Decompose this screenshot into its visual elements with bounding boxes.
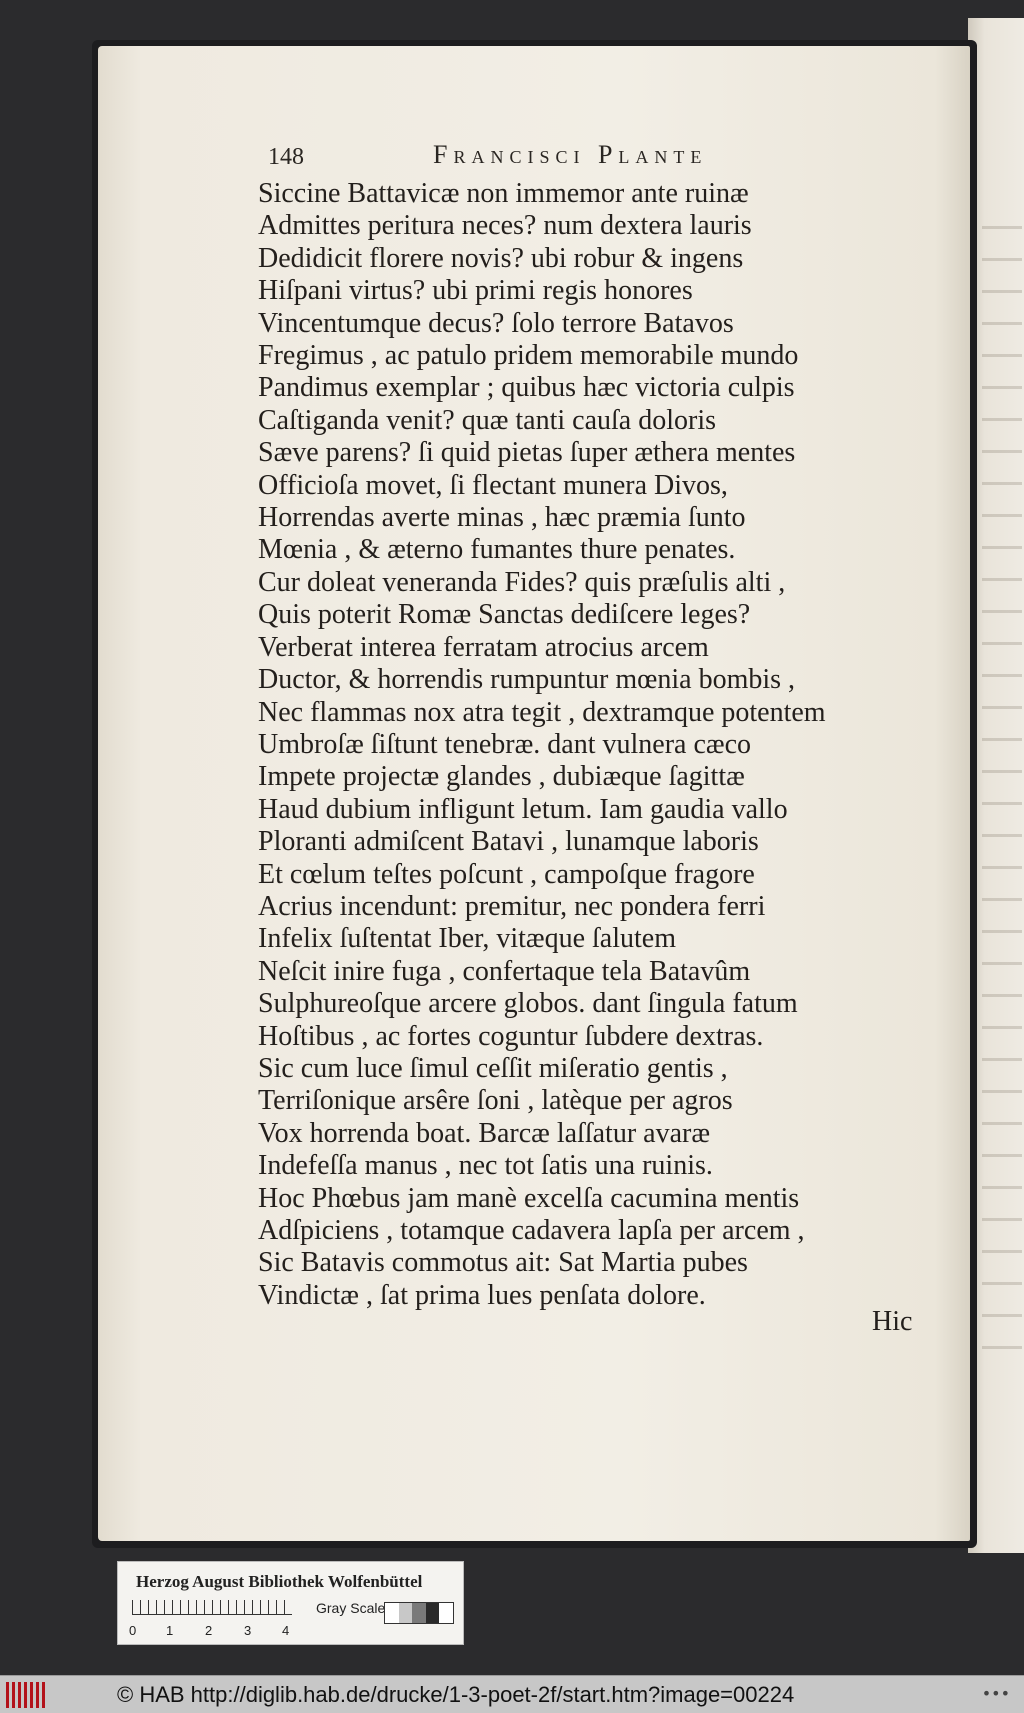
verse-line: Umbroſæ ſiſtunt tenebræ. dant vulnera cæco — [258, 728, 752, 760]
verse-line: Acrius incendunt: premitur, nec pondera ferri — [258, 890, 766, 922]
verse-line: Hiſpani virtus? ubi primi regis honores — [258, 275, 693, 307]
verse-line: Hoc Phœbus jam manè excelſa cacumina mentis — [258, 1182, 800, 1214]
verse-line: Quis poterit Romæ Sanctas dediſcere leges? — [258, 599, 751, 631]
library-name: Herzog August Bibliothek Wolfenbüttel — [136, 1572, 423, 1591]
gray-scale-label: Gray Scale — [316, 1600, 386, 1616]
scale-ruler — [129, 1600, 292, 1638]
verse-line: Sæve parens? ſi quid pietas ſuper æthera mentes — [258, 437, 796, 469]
verse-line: Sulphureoſque arcere globos. dant ſingula fatum — [258, 988, 798, 1020]
ruler-number: 2 — [205, 1623, 213, 1638]
ruler-number: 0 — [129, 1623, 137, 1638]
verse-line: Terriſonique arsêre ſoni , latèque per agros — [258, 1085, 733, 1117]
verse-line: Neſcit inire fuga , confertaque tela Batavûm — [258, 955, 751, 987]
verse-line: Nec flammas nox atra tegit , dextramque potentem — [258, 696, 826, 728]
verse-line: Sic Batavis commotus ait: Sat Martia pubes — [258, 1247, 748, 1279]
verse-line: Haud dubium infligunt letum. Iam gaudia vallo — [258, 793, 788, 825]
verse-line: Impete projectæ glandes , dubiæque ſagittæ — [258, 761, 745, 793]
verse-block — [258, 178, 898, 1312]
verse-line: Mœnia , & æterno fumantes thure penates. — [258, 534, 736, 566]
library-label-card — [117, 1561, 464, 1645]
verse-line: Cur doleat veneranda Fides? quis præſulis alti , — [258, 566, 786, 598]
verse-line: Vindictæ , ſat prima lues penſata dolore. — [258, 1279, 706, 1311]
gray-swatch — [426, 1603, 440, 1623]
verse-line: Sic cum luce ſimul ceſſit miſeratio gentis , — [258, 1052, 728, 1084]
verse-line: Et cœlum teſtes poſcunt , campoſque fragore — [258, 858, 755, 890]
gray-swatch — [439, 1603, 453, 1623]
verse-line: Ductor, & horrendis rumpuntur mœnia bombis , — [258, 664, 796, 696]
verse-line: Infelix ſuſtentat Iber, vitæque ſalutem — [258, 923, 676, 955]
verse-line: Verberat interea ferratam atrocius arcem — [258, 631, 709, 663]
verse-line: Fregimus , ac patulo pridem memorabile mundo — [258, 340, 799, 372]
verse-line: Siccine Battavicæ non immemor ante ruinæ — [258, 178, 749, 209]
status-bar — [0, 1675, 1024, 1713]
gray-swatch — [399, 1603, 413, 1623]
gray-scale-swatches — [384, 1602, 454, 1624]
hab-logo-icon — [6, 1682, 48, 1708]
verse-line: Hoſtibus , ac fortes coguntur ſubdere dextras. — [258, 1020, 764, 1052]
verse-line: Indefeſſa manus , nec tot ſatis una ruinis. — [258, 1150, 713, 1182]
ruler-number: 3 — [244, 1623, 252, 1638]
ruler-number: 4 — [282, 1623, 290, 1638]
gray-swatch — [412, 1603, 426, 1623]
verse-line: Ploranti admiſcent Batavi , lunamque laboris — [258, 826, 759, 858]
verse-line: Dedidicit florere novis? ubi robur & ingens — [258, 242, 744, 274]
ruler-ticks — [132, 1600, 292, 1615]
verse-line: Caſtiganda venit? quæ tanti cauſa doloris — [258, 404, 716, 436]
verse-line: Adſpiciens , totamque cadavera lapſa per arcem , — [258, 1215, 805, 1246]
verse-line: Pandimus exemplar ; quibus hæc victoria culpis — [258, 372, 795, 404]
verse-line: Vox horrenda boat. Barcæ laſſatur avaræ — [258, 1117, 711, 1149]
more-options-icon[interactable]: ••• — [981, 1684, 1010, 1703]
page-number: 148 — [268, 144, 304, 170]
verse-line: Horrendas averte minas , hæc præmia ſunto — [258, 502, 746, 534]
gray-swatch — [385, 1603, 399, 1623]
running-title: Francisci Plante — [433, 140, 708, 169]
ruler-number: 1 — [166, 1623, 174, 1638]
verse-line: Officioſa movet, ſi flectant munera Divos, — [258, 469, 728, 501]
page-header — [268, 140, 768, 180]
verse-line: Vincentumque decus? ſolo terrore Batavos — [258, 307, 734, 339]
verse-line: Admittes peritura neces? num dextera lauris — [258, 210, 752, 242]
catchword: Hic — [872, 1306, 913, 1337]
copyright-url-text: © HAB http://diglib.hab.de/drucke/1-3-poet-2f/start.htm?image=00224 — [117, 1682, 795, 1707]
facing-page-text-shadow — [982, 208, 1022, 1358]
